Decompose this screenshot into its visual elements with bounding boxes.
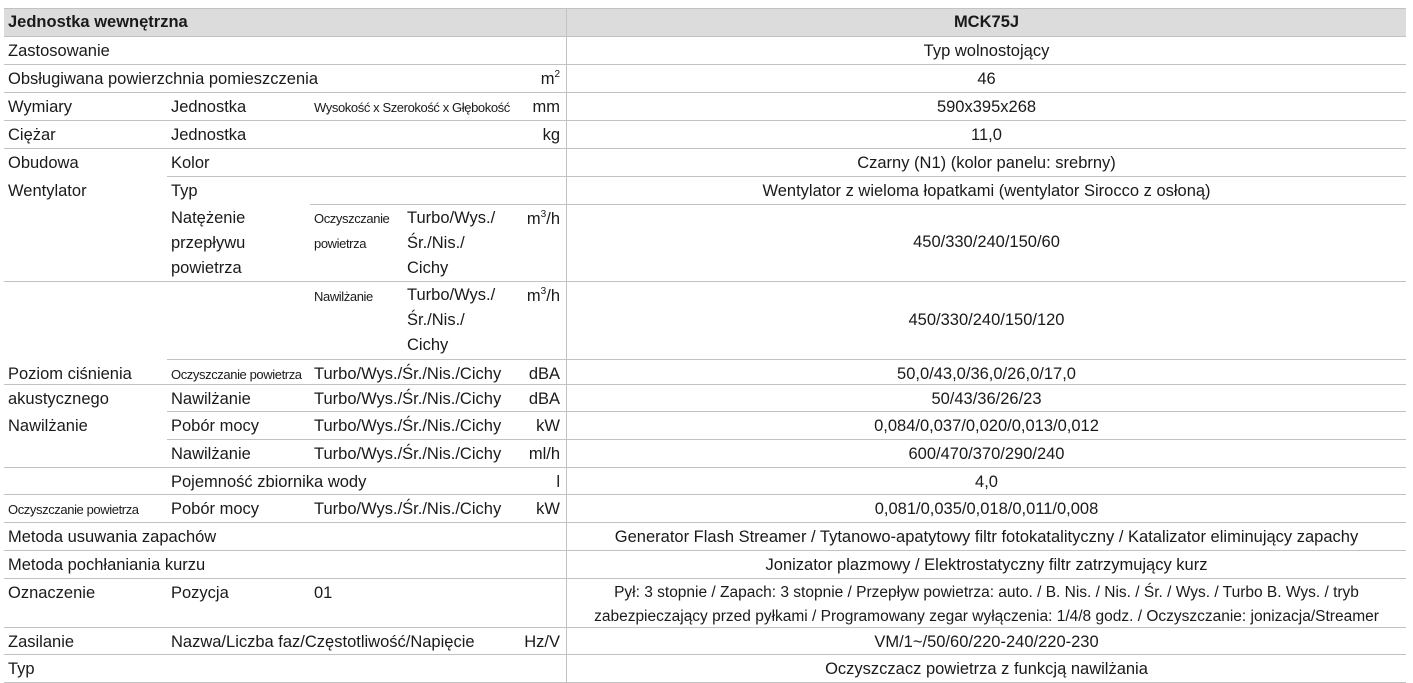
row-sub-label: Pojemność zbiornika wody (171, 473, 367, 491)
unit-base: m (540, 70, 555, 88)
row-unit (500, 122, 560, 149)
row-sub-line: Natężenie (171, 209, 246, 227)
row-sub-label: Jednostka (171, 98, 247, 116)
unit-base: Hz/V (524, 633, 560, 651)
row-speed: Turbo/Wys./Śr./Nis./Cichy (314, 390, 502, 408)
row-unit (500, 206, 560, 233)
row-speed-line: Turbo/Wys./ (407, 209, 496, 227)
unit-base: kW (536, 500, 560, 518)
row-value: 590x395x268 (936, 98, 1037, 116)
row-value: 4,0 (975, 473, 998, 491)
row-divider (310, 204, 566, 205)
row-divider (566, 359, 1406, 360)
row-label: Ciężar (8, 126, 56, 144)
row-value: 0,084/0,037/0,020/0,013/0,012 (874, 417, 1099, 435)
row-sub-label: Oczyszczanie powietrza (171, 367, 302, 382)
row-mode-line: powietrza (314, 236, 367, 251)
row-sub-line: powietrza (171, 259, 242, 277)
row-label: Typ (8, 660, 35, 678)
unit-base: kg (542, 126, 560, 144)
row-detail: 01 (314, 584, 333, 602)
unit-base: kW (536, 417, 560, 435)
row-speed-line: Turbo/Wys./ (407, 286, 496, 304)
row-label: Obsługiwana powierzchnia pomieszczenia (8, 70, 318, 88)
row-speed: Turbo/Wys./Śr./Nis./Cichy (314, 365, 502, 383)
row-sub-label: Kolor (171, 154, 210, 172)
row-label: Metoda pochłaniania kurzu (8, 556, 206, 574)
unit-superscript: 2 (554, 68, 560, 80)
row-unit (500, 66, 560, 93)
row-detail: Wysokość x Szerokość x Głębokość (314, 100, 510, 115)
row-label: Metoda usuwania zapachów (8, 528, 217, 546)
row-divider (4, 281, 566, 282)
row-label-line: Poziom ciśnienia (8, 365, 132, 383)
table-top-border (4, 8, 1406, 9)
row-mode-line: Oczyszczanie (314, 211, 390, 226)
unit-base: ml/h (528, 445, 560, 463)
unit-superscript: 3 (540, 208, 547, 220)
row-value: 450/330/240/150/60 (913, 233, 1060, 251)
row-value: Generator Flash Streamer / Tytanowo-apatytowy filtr fotokatalityczny / Katalizator eliminujący zapachy (614, 528, 1359, 546)
row-value-line: zabezpieczający przed pyłkami / Programowany zegar wyłączenia: 1/4/8 godz. / Oczyszczanie: jonizacja/Streamer (594, 608, 1379, 625)
unit-suffix: /h (546, 210, 560, 228)
row-value: 50/43/36/26/23 (931, 390, 1042, 408)
row-sub-line: przepływu (171, 234, 246, 252)
row-divider (4, 627, 566, 628)
row-divider (4, 148, 566, 149)
row-speed-line: Cichy (407, 336, 449, 354)
row-value: 600/470/370/290/240 (908, 445, 1065, 463)
row-sub-label: Nawilżanie (171, 390, 251, 408)
row-speed: Turbo/Wys./Śr./Nis./Cichy (314, 445, 502, 463)
row-value: 0,081/0,035/0,018/0,011/0,008 (874, 500, 1099, 518)
row-unit (500, 94, 560, 121)
row-sub-label: Pozycja (171, 584, 229, 602)
row-value: Wentylator z wieloma łopatkami (wentylator Sirocco z osłoną) (762, 182, 1211, 200)
row-value: VM/1~/50/60/220-240/220-230 (874, 633, 1099, 651)
row-label: Obudowa (8, 154, 79, 172)
row-label-line: akustycznego (8, 390, 109, 408)
row-value: Czarny (N1) (kolor panelu: srebrny) (857, 154, 1116, 172)
row-sub-label: Nazwa/Liczba faz/Częstotliwość/Napięcie (171, 633, 475, 651)
row-speed-line: Śr./Nis./ (407, 311, 465, 329)
row-value: Jonizator plazmowy / Elektrostatyczny filtr zatrzymujący kurz (765, 556, 1208, 574)
unit-suffix: /h (546, 287, 560, 305)
header-left: Jednostka wewnętrzna (8, 13, 188, 31)
row-label: Oznaczenie (8, 584, 96, 602)
row-label: Zasilanie (8, 633, 75, 651)
unit-base: mm (532, 98, 560, 116)
row-label: Nawilżanie (8, 417, 88, 435)
unit-superscript: 3 (540, 285, 547, 297)
row-unit (500, 629, 560, 656)
unit-base: m (526, 210, 541, 228)
row-divider (167, 176, 566, 177)
row-unit (500, 386, 560, 413)
row-unit (500, 441, 560, 468)
row-label: Wentylator (8, 182, 87, 200)
row-sub-label: Jednostka (171, 126, 247, 144)
row-speed-line: Cichy (407, 259, 449, 277)
row-speed: Turbo/Wys./Śr./Nis./Cichy (314, 500, 502, 518)
row-divider (167, 359, 566, 360)
row-value: 46 (977, 70, 996, 88)
row-value: 11,0 (971, 126, 1002, 144)
row-sub-label: Nawilżanie (171, 445, 251, 463)
row-unit (500, 283, 560, 310)
row-value: 50,0/43,0/36,0/26,0/17,0 (897, 365, 1076, 383)
row-speed: Turbo/Wys./Śr./Nis./Cichy (314, 417, 502, 435)
header-right: MCK75J (953, 13, 1020, 31)
row-value: Typ wolnostojący (923, 42, 1050, 60)
row-value: 450/330/240/150/120 (908, 311, 1065, 329)
row-mode: Nawilżanie (314, 289, 373, 304)
unit-base: l (556, 473, 560, 491)
row-unit (500, 469, 560, 496)
row-divider (566, 281, 1406, 282)
row-speed-line: Śr./Nis./ (407, 234, 465, 252)
row-unit (500, 361, 560, 388)
unit-base: m (526, 287, 541, 305)
unit-base: dBA (528, 390, 560, 408)
row-value: Oczyszczacz powietrza z funkcją nawilżania (825, 660, 1148, 678)
header-bottom-border (4, 36, 1406, 37)
row-label: Oczyszczanie powietrza (8, 502, 139, 517)
row-label: Zastosowanie (8, 42, 110, 60)
row-sub-label: Typ (171, 182, 198, 200)
row-unit (500, 413, 560, 440)
row-label: Wymiary (8, 98, 73, 116)
row-sub-label: Pobór mocy (171, 500, 260, 518)
row-unit (500, 496, 560, 523)
unit-base: dBA (528, 365, 560, 383)
row-value-line: Pył: 3 stopnie / Zapach: 3 stopnie / Przepływ powietrza: auto. / B. Nis. / Nis. / Śr. / Wys. / Turbo B. Wys. / tryb (614, 584, 1359, 601)
row-sub-label: Pobór mocy (171, 417, 260, 435)
